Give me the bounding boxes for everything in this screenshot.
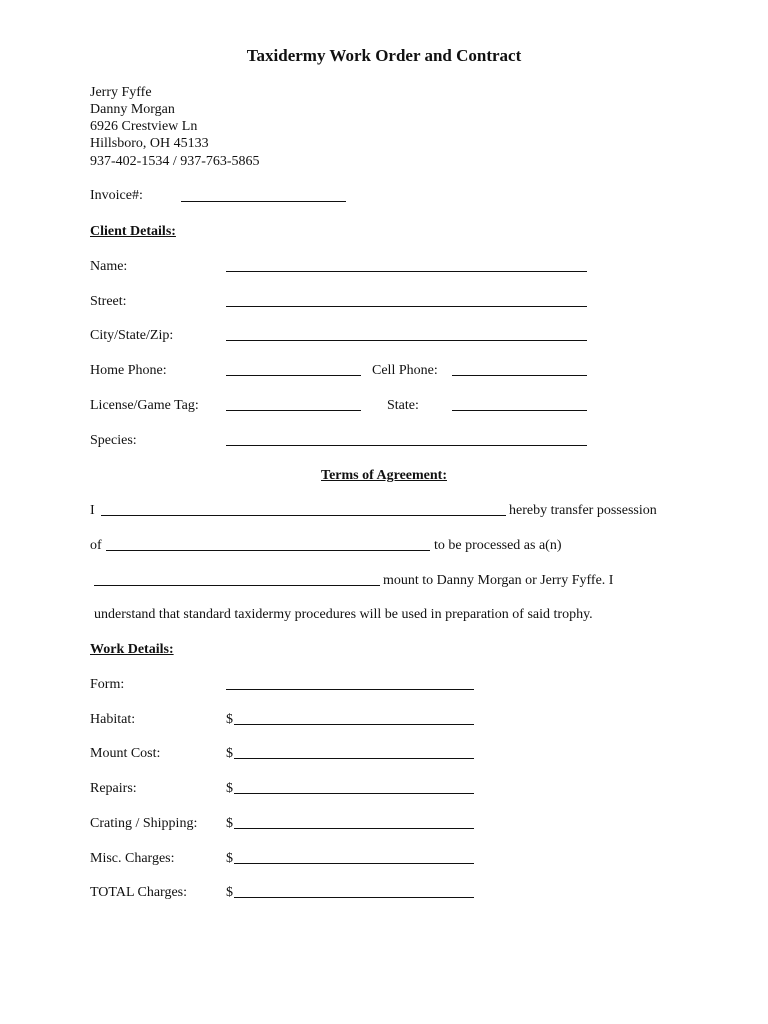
- total-field[interactable]: [234, 897, 474, 898]
- invoice-field[interactable]: [181, 201, 346, 202]
- trophy-field[interactable]: [106, 550, 430, 551]
- habitat-label: Habitat:: [90, 712, 136, 727]
- habitat-field[interactable]: [234, 724, 474, 725]
- client-details-heading: Client Details:: [90, 224, 176, 239]
- misc-label: Misc. Charges:: [90, 851, 175, 866]
- total-label: TOTAL Charges:: [90, 885, 187, 900]
- home-phone-field[interactable]: [226, 375, 361, 376]
- terms-line4: understand that standard taxidermy procedures will be used in preparation of said trophy.: [94, 607, 593, 622]
- mount-cost-label: Mount Cost:: [90, 746, 161, 761]
- contact-name-2: Danny Morgan: [90, 102, 175, 117]
- form-label: Form:: [90, 677, 125, 692]
- form-field[interactable]: [226, 689, 474, 690]
- species-label: Species:: [90, 433, 137, 448]
- contact-name-1: Jerry Fyffe: [90, 85, 152, 100]
- terms-line1-start: I: [90, 503, 95, 518]
- mount-type-field[interactable]: [94, 585, 380, 586]
- client-city-field[interactable]: [226, 340, 587, 341]
- cell-phone-field[interactable]: [452, 375, 587, 376]
- species-field[interactable]: [226, 445, 587, 446]
- cell-phone-label: Cell Phone:: [372, 363, 438, 378]
- terms-heading: Terms of Agreement:: [321, 468, 447, 483]
- client-name-label: Name:: [90, 259, 128, 274]
- mount-cost-currency: $: [226, 746, 233, 761]
- work-details-heading: Work Details:: [90, 642, 174, 657]
- repairs-field[interactable]: [234, 793, 474, 794]
- repairs-label: Repairs:: [90, 781, 137, 796]
- license-field[interactable]: [226, 410, 361, 411]
- mount-cost-field[interactable]: [234, 758, 474, 759]
- terms-line2-start: of: [90, 538, 102, 553]
- terms-line2-end: to be processed as a(n): [434, 538, 562, 553]
- crating-label: Crating / Shipping:: [90, 816, 198, 831]
- terms-line3-end: mount to Danny Morgan or Jerry Fyffe. I: [383, 573, 614, 588]
- client-name-field[interactable]: [226, 271, 587, 272]
- total-currency: $: [226, 885, 233, 900]
- document-title: Taxidermy Work Order and Contract: [246, 46, 522, 65]
- crating-field[interactable]: [234, 828, 474, 829]
- misc-currency: $: [226, 851, 233, 866]
- transferor-name-field[interactable]: [101, 515, 506, 516]
- state-label: State:: [387, 398, 419, 413]
- license-label: License/Game Tag:: [90, 398, 199, 413]
- repairs-currency: $: [226, 781, 233, 796]
- habitat-currency: $: [226, 712, 233, 727]
- contact-street: 6926 Crestview Ln: [90, 119, 198, 134]
- client-street-field[interactable]: [226, 306, 587, 307]
- client-city-label: City/State/Zip:: [90, 328, 174, 343]
- state-field[interactable]: [452, 410, 587, 411]
- contact-city: Hillsboro, OH 45133: [90, 136, 209, 151]
- terms-line1-end: hereby transfer possession: [509, 503, 657, 518]
- crating-currency: $: [226, 816, 233, 831]
- home-phone-label: Home Phone:: [90, 363, 167, 378]
- contact-phones: 937-402-1534 / 937-763-5865: [90, 154, 260, 169]
- client-street-label: Street:: [90, 294, 127, 309]
- invoice-label: Invoice#:: [90, 188, 143, 203]
- misc-field[interactable]: [234, 863, 474, 864]
